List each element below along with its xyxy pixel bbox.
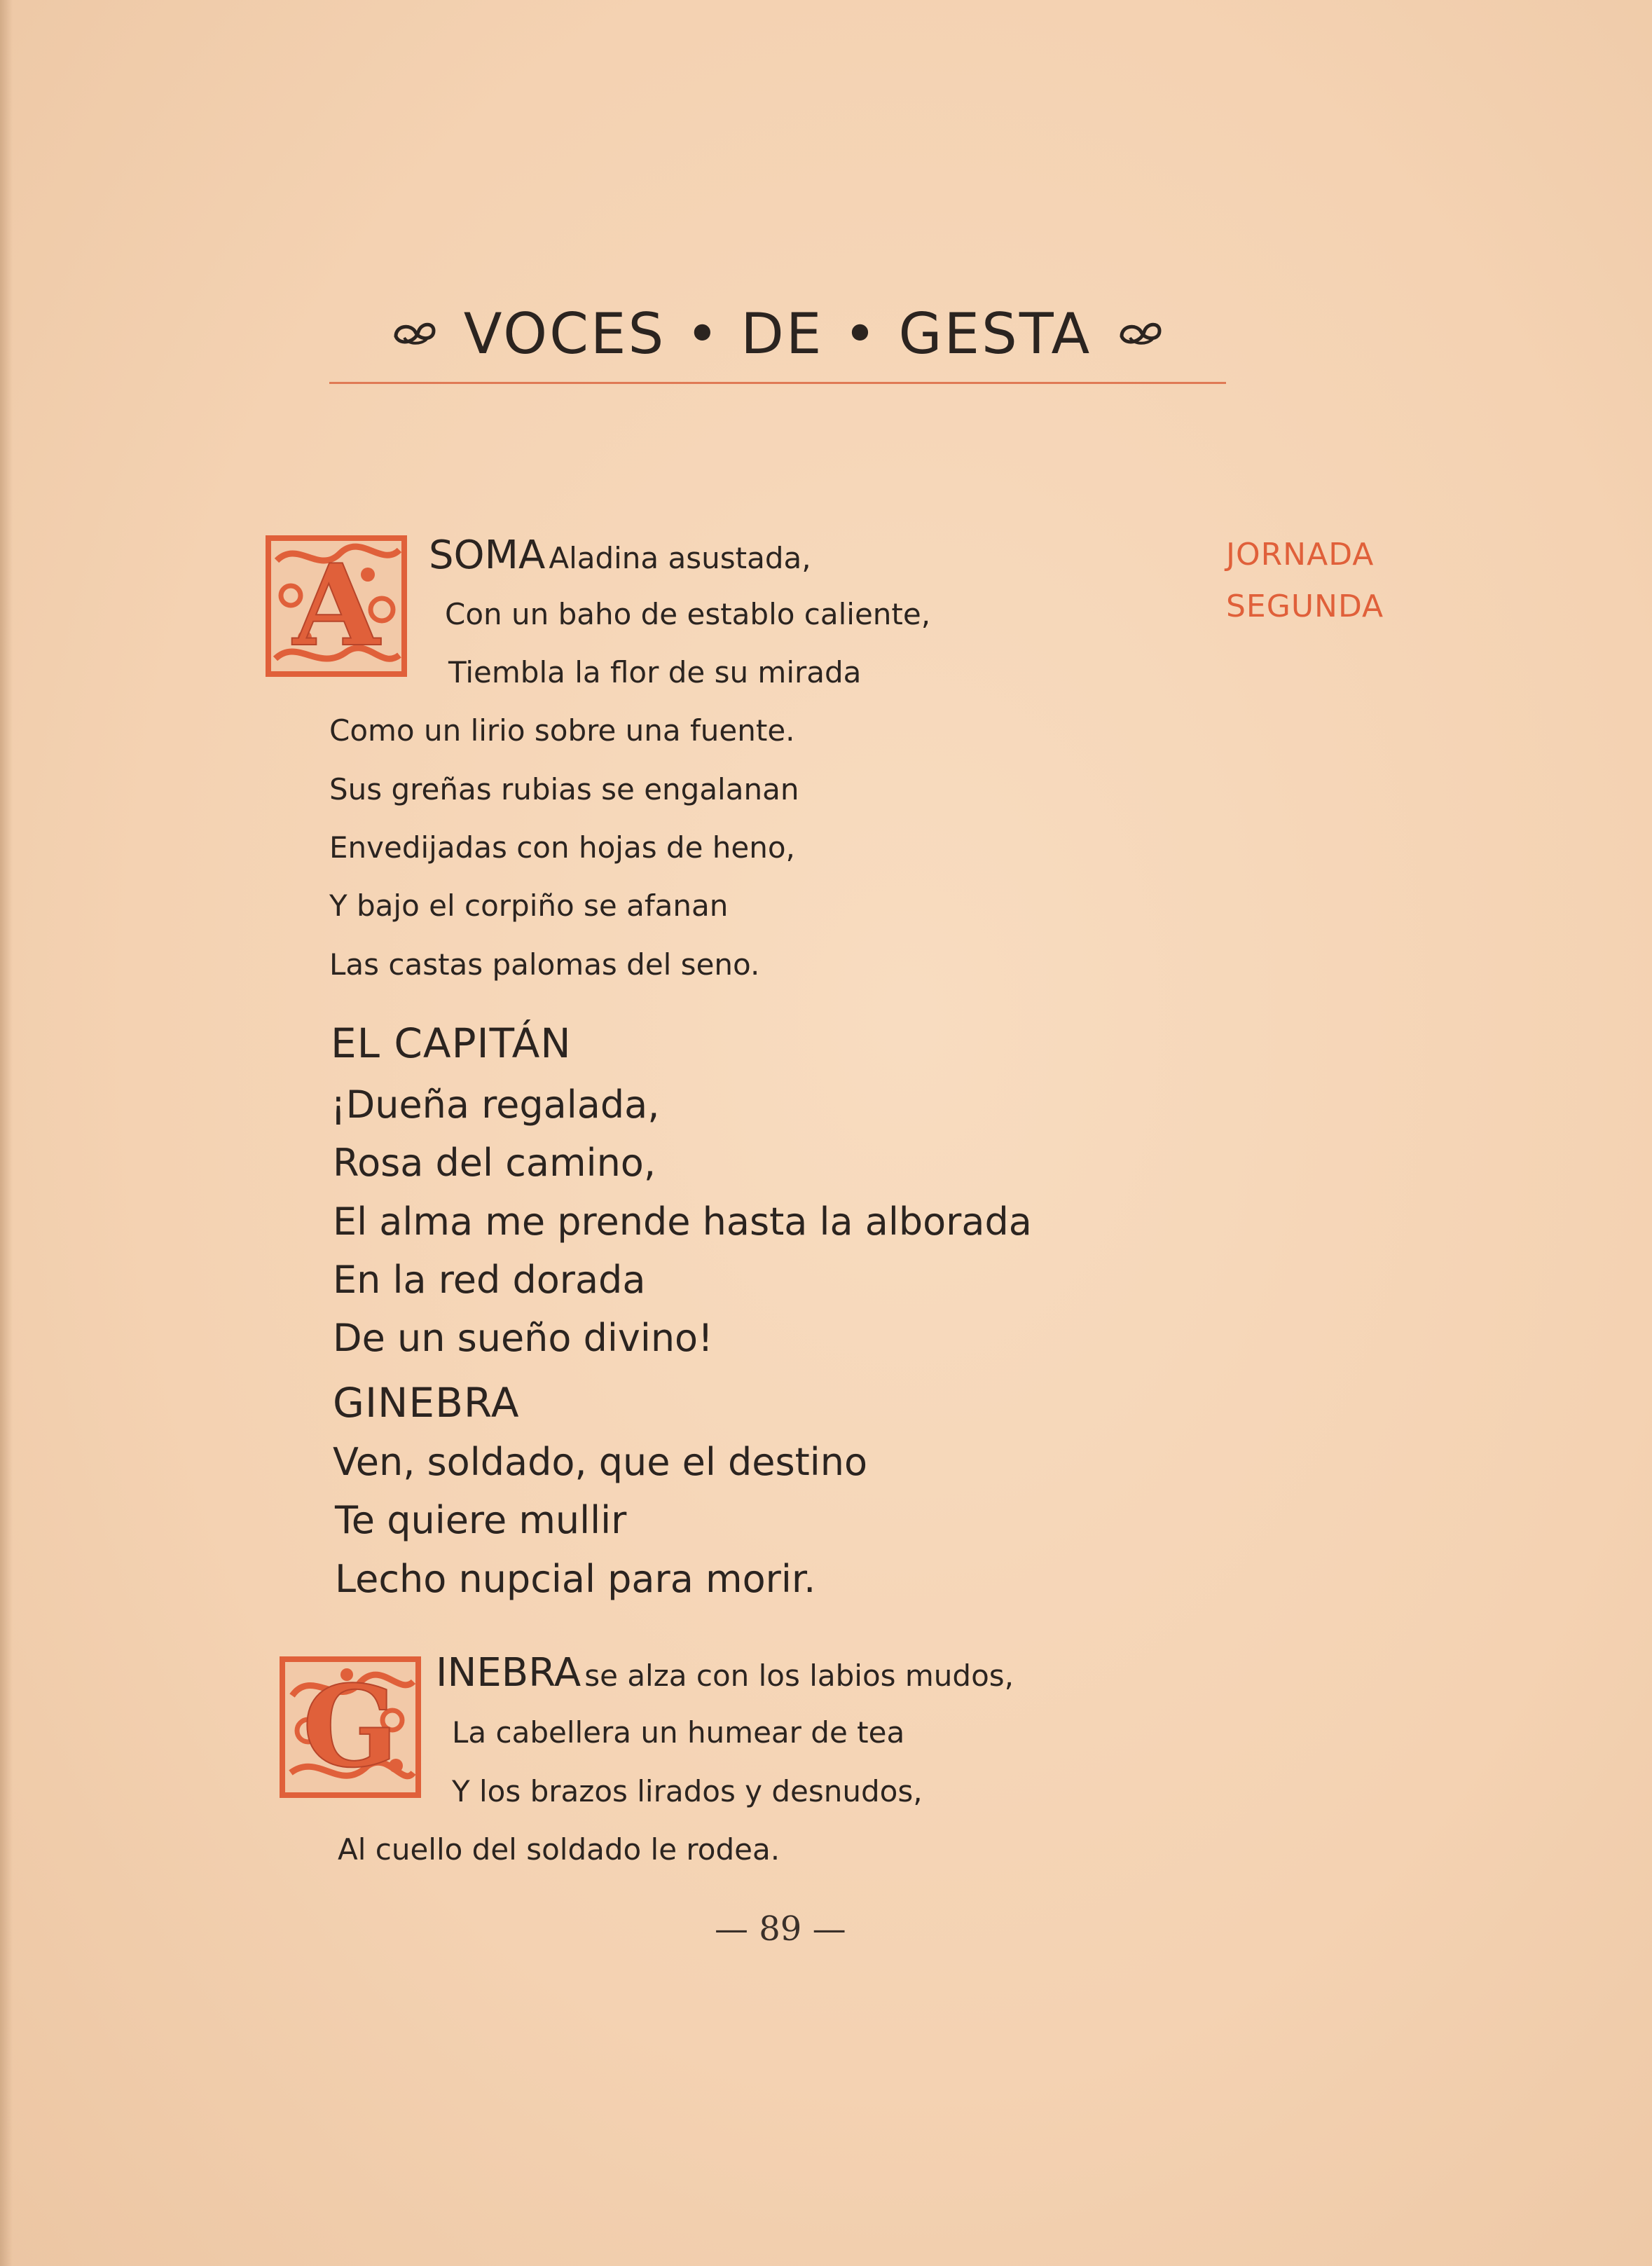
verse-line: La cabellera un humear de tea bbox=[452, 1715, 905, 1750]
knot-ornament-icon bbox=[390, 317, 439, 352]
dialogue-line: Te quiere mullir bbox=[335, 1498, 627, 1542]
verse-line: Con un baho de establo caliente, bbox=[445, 597, 931, 631]
verse-line: Y bajo el corpiño se afanan bbox=[329, 888, 729, 923]
dialogue-line: El alma me prende hasta la alborada bbox=[333, 1200, 1032, 1244]
floral-dropcap-icon bbox=[277, 1654, 424, 1801]
running-header bbox=[329, 301, 1226, 366]
page-number: — 89 — bbox=[715, 1909, 846, 1949]
dialogue-line: De un sueño divino! bbox=[333, 1316, 713, 1360]
act-label-line1: JORNADA bbox=[1226, 537, 1375, 572]
dialogue-line: Lecho nupcial para morir. bbox=[335, 1557, 816, 1601]
page-edge bbox=[0, 0, 13, 2266]
verse-line: Sus greñas rubias se engalanan bbox=[329, 772, 799, 806]
verse-line: Tiembla la flor de su mirada bbox=[448, 655, 862, 689]
svg-text:G: G bbox=[302, 1661, 399, 1792]
dialogue-line: Ven, soldado, que el destino bbox=[333, 1440, 868, 1484]
act-label-line2: SEGUNDA bbox=[1226, 589, 1384, 624]
svg-text:A: A bbox=[292, 540, 380, 671]
verse-line: Las castas palomas del seno. bbox=[329, 947, 760, 982]
dialogue-line: Rosa del camino, bbox=[333, 1141, 656, 1185]
floral-dropcap-icon bbox=[263, 533, 410, 680]
page-title: VOCES • DE • GESTA bbox=[463, 301, 1092, 366]
dropcap-a bbox=[263, 533, 410, 680]
verse-line: Envedijadas con hojas de heno, bbox=[329, 830, 795, 865]
speaker-name: EL CAPITÁN bbox=[331, 1019, 572, 1067]
dialogue-line: En la red dorada bbox=[333, 1258, 646, 1302]
verse-text: se alza con los labios mudos, bbox=[584, 1659, 1014, 1693]
verse-line: Y los brazos lirados y desnudos, bbox=[452, 1774, 923, 1808]
verse-line: Al cuello del soldado le rodea. bbox=[338, 1832, 780, 1867]
lead-word: INEBRA bbox=[436, 1650, 581, 1696]
knot-ornament-icon bbox=[1116, 317, 1165, 352]
lead-word: SOMA bbox=[429, 533, 546, 578]
header-rule bbox=[329, 382, 1226, 384]
dialogue-line: ¡Dueña regalada, bbox=[331, 1083, 660, 1127]
verse-line: Como un lirio sobre una fuente. bbox=[329, 713, 795, 748]
stanza1-line1 bbox=[429, 533, 811, 578]
act-marginal-note bbox=[1226, 529, 1384, 633]
dropcap-g bbox=[277, 1654, 424, 1801]
verse-text: Aladina asustada, bbox=[549, 541, 811, 575]
speaker-name: GINEBRA bbox=[333, 1379, 520, 1427]
stanza2-line1 bbox=[436, 1650, 1014, 1696]
